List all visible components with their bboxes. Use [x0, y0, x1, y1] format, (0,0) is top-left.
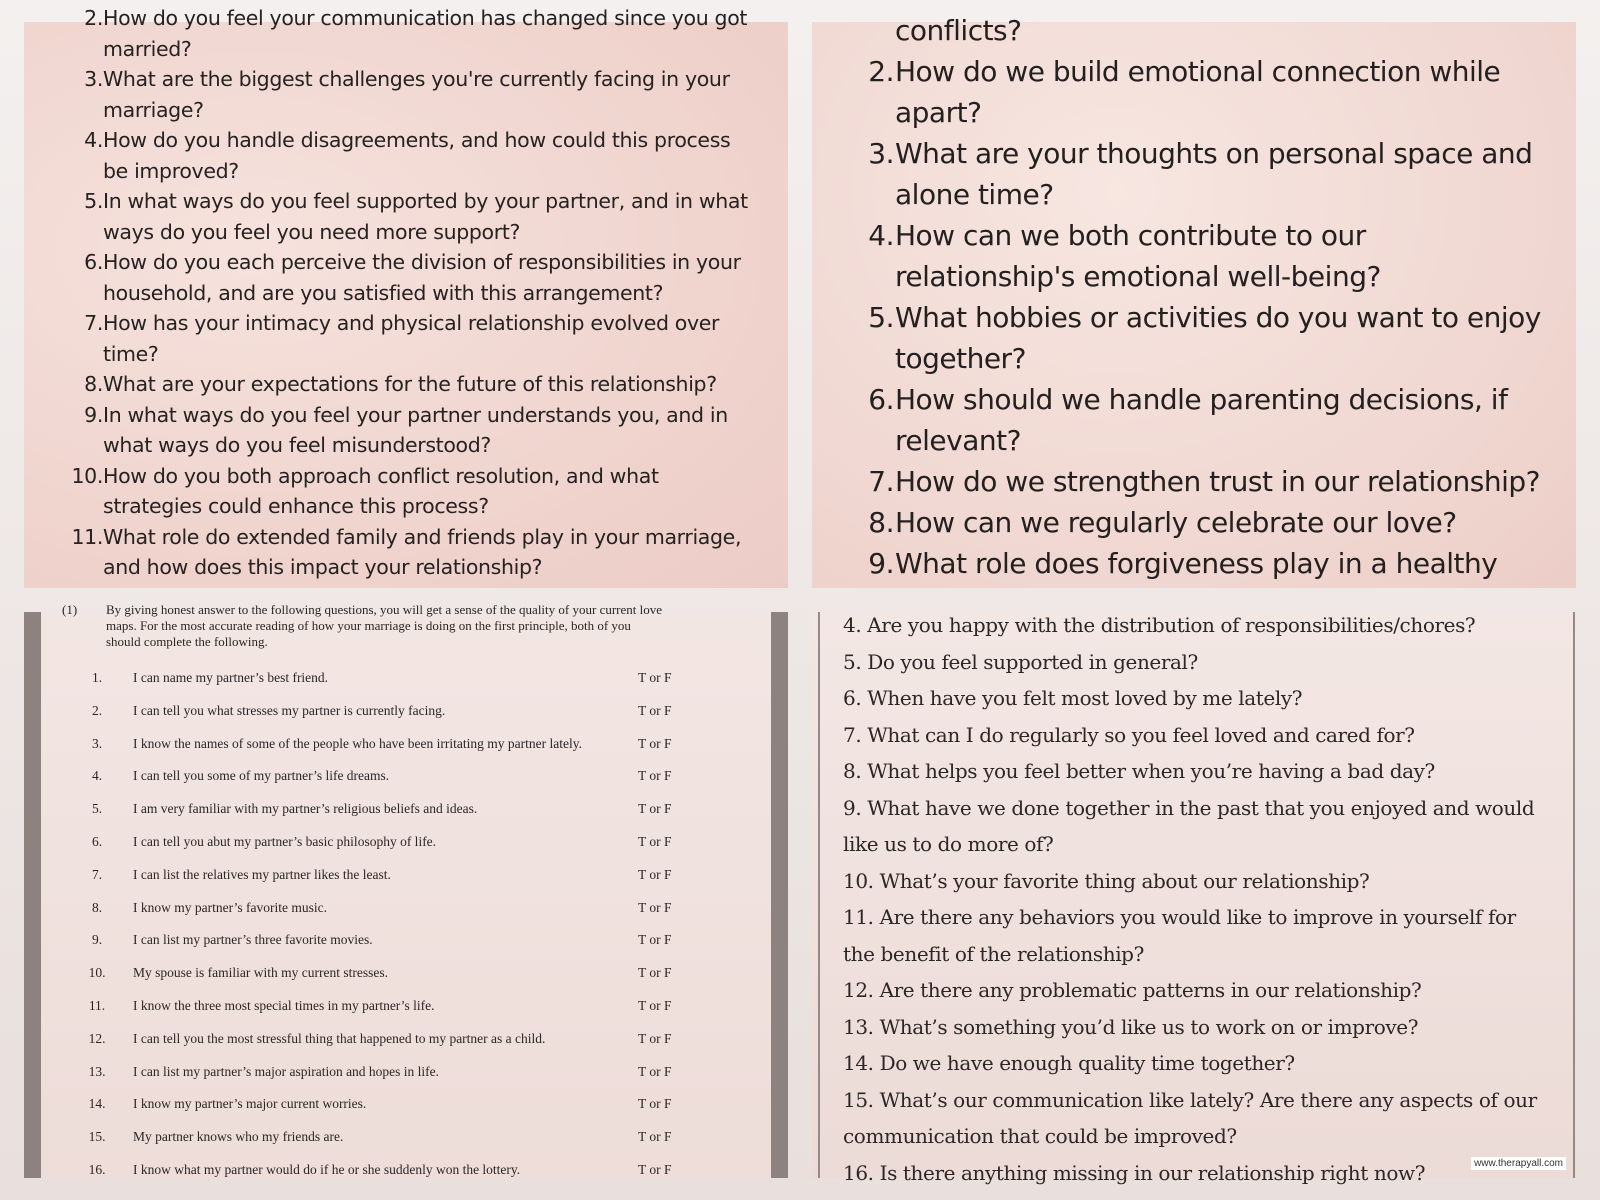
row-statement: I can list the relatives my partner likes the least.	[133, 866, 391, 882]
row-statement: I can list my partner’s major aspiration and hopes in life.	[133, 1063, 440, 1079]
row-statement: I know the names of some of the people who have been irritating my partner lately.	[133, 735, 582, 751]
questionnaire-row	[41, 668, 771, 688]
item-number: 5.	[868, 301, 894, 334]
item-text: How do we strengthen trust in our relationship?	[895, 465, 1540, 498]
item-text: How has your intimacy and physical relationship evolved over time?	[103, 311, 720, 366]
list-item	[24, 369, 784, 400]
question-item: 5. Do you feel supported in general?	[843, 649, 1198, 674]
questionnaire-row	[41, 799, 771, 819]
true-false-label: T or F	[638, 932, 672, 948]
row-statement: I know my partner’s major current worries.	[133, 1096, 367, 1112]
row-number: 9.	[91, 932, 103, 948]
item-number: 4.	[868, 219, 894, 252]
item-number: 9.	[868, 547, 894, 580]
question-item: 10. What’s your favorite thing about our relationship?	[843, 868, 1370, 893]
item-number: 8.	[868, 506, 894, 539]
list-item	[812, 215, 1572, 297]
item-text: What are the biggest challenges you're currently facing in your marriage?	[103, 67, 730, 122]
item-number: 4.	[84, 128, 103, 152]
item-number: 3.	[84, 67, 103, 91]
list-item	[24, 186, 784, 247]
item-text: How do we build emotional connection while apart?	[895, 55, 1501, 129]
list-item	[24, 125, 784, 186]
questionnaire-row	[41, 1029, 771, 1049]
item-number: 2.	[84, 6, 103, 30]
row-statement: I can list my partner’s three favorite movies.	[133, 932, 373, 948]
row-number: 16.	[88, 1162, 106, 1177]
questionnaire-row	[41, 1127, 771, 1147]
list-item	[812, 461, 1572, 502]
panel-love-maps-questionnaire	[24, 602, 788, 1178]
row-statement: I know what my partner would do if he or she suddenly won the lottery.	[133, 1162, 521, 1177]
row-number: 14.	[88, 1096, 106, 1112]
questionnaire-row	[41, 996, 771, 1016]
row-number: 6.	[91, 834, 103, 849]
intro-number: (1)	[62, 602, 78, 617]
list-item	[812, 543, 1572, 584]
item-text: What hobbies or activities do you want to enjoy together?	[895, 301, 1541, 375]
check-in-question-list	[843, 607, 1543, 1191]
row-statement: I can tell you what stresses my partner is currently facing.	[133, 702, 446, 718]
question-item: 7. What can I do regularly so you feel loved and cared for?	[843, 722, 1415, 747]
true-false-label: T or F	[638, 1096, 672, 1112]
row-statement: I know my partner’s favorite music.	[133, 899, 327, 915]
item-number: 7.	[868, 465, 894, 498]
item-number: 9.	[84, 402, 103, 427]
item-text: In what ways do you feel supported by your partner, and in what ways do you feel you need more support?	[103, 189, 748, 244]
list-item	[24, 461, 784, 522]
question-item: 15. What’s our communication like lately? Are there any aspects of our communication that could be improved?	[843, 1087, 1537, 1148]
row-statement: My partner knows who my friends are.	[133, 1129, 344, 1145]
item-text: How do you feel your communication has changed since you got married?	[103, 6, 748, 61]
true-false-label: T or F	[638, 702, 672, 718]
source-credit: www.therapyall.com	[1471, 1157, 1566, 1170]
item-text: In what ways do you feel your partner understands you, and in what ways do you feel misunderstood?	[103, 402, 728, 457]
item-text: What are your expectations for the future of this relationship?	[103, 372, 717, 396]
row-statement: My spouse is familiar with my current stresses.	[133, 965, 388, 981]
questionnaire-sheet	[41, 602, 771, 1178]
item-text: How can we both contribute to our relationship's emotional well-being?	[895, 219, 1381, 293]
row-number: 12.	[88, 1030, 106, 1046]
row-statement: I am very familiar with my partner’s religious beliefs and ideas.	[133, 801, 478, 817]
question-list	[24, 3, 784, 583]
row-statement: I can name my partner’s best friend.	[133, 670, 329, 685]
list-item	[24, 64, 784, 125]
row-number: 11.	[88, 998, 106, 1013]
item-number: 8.	[84, 372, 103, 396]
item-text: conflicts?	[895, 14, 1022, 47]
question-item: 4. Are you happy with the distribution of responsibilities/chores?	[843, 613, 1476, 637]
true-false-label: T or F	[638, 801, 672, 817]
questionnaire-row	[41, 963, 771, 983]
item-text: How do you handle disagreements, and how could this process be improved?	[103, 128, 731, 183]
true-false-label: T or F	[638, 834, 672, 849]
item-text: How do you each perceive the division of responsibilities in your household, and are you satisfied with this arrangement?	[103, 250, 741, 305]
questionnaire-row	[41, 766, 771, 786]
questionnaire-row	[41, 1094, 771, 1114]
row-statement: I can tell you some of my partner’s life dreams.	[133, 768, 390, 784]
question-list	[812, 10, 1572, 584]
page-edge-right	[771, 612, 788, 1178]
item-text: What role do extended family and friends play in your marriage, and how does this impact your relationship?	[103, 524, 742, 579]
true-false-label: T or F	[638, 998, 672, 1013]
question-item: 13. What’s something you’d like us to work on or improve?	[843, 1014, 1419, 1039]
questionnaire-row	[41, 898, 771, 918]
question-item: 8. What helps you feel better when you’re having a bad day?	[843, 759, 1435, 783]
row-number: 7.	[91, 866, 103, 882]
list-item	[812, 502, 1572, 543]
questionnaire-row	[41, 930, 771, 950]
question-item: 6. When have you felt most loved by me lately?	[843, 686, 1303, 710]
row-number: 1.	[91, 670, 103, 685]
question-item: 16. Is there anything missing in our relationship right now?	[843, 1160, 1426, 1185]
true-false-label: T or F	[638, 768, 672, 784]
true-false-label: T or F	[638, 1129, 672, 1145]
row-number: 15.	[88, 1129, 106, 1145]
page-edge-left	[24, 612, 41, 1178]
questionnaire-row	[41, 701, 771, 721]
list-item	[24, 522, 784, 583]
item-text: How should we handle parenting decisions, if relevant?	[895, 383, 1508, 457]
questionnaire-row	[41, 832, 771, 852]
item-number: 7.	[84, 311, 103, 335]
item-text: How can we regularly celebrate our love?	[895, 506, 1457, 539]
row-statement: I know the three most special times in my partner’s life.	[133, 998, 435, 1013]
item-number: 6.	[84, 250, 103, 274]
true-false-label: T or F	[638, 1030, 672, 1046]
row-statement: I can tell you the most stressful thing that happened to my partner as a child.	[133, 1030, 546, 1046]
questionnaire-row	[41, 1062, 771, 1082]
item-number: 10.	[71, 463, 103, 488]
question-item: 12. Are there any problematic patterns in our relationship?	[843, 978, 1422, 1002]
true-false-label: T or F	[638, 899, 672, 915]
border-left	[818, 612, 820, 1178]
list-item	[812, 51, 1572, 133]
row-number: 3.	[91, 735, 103, 751]
row-statement: I can tell you abut my partner’s basic philosophy of life.	[133, 834, 437, 849]
list-item	[24, 400, 784, 461]
list-item	[24, 3, 784, 64]
panel-check-in-questions	[812, 612, 1576, 1185]
question-item: 14. Do we have enough quality time together?	[843, 1051, 1295, 1075]
questionnaire-row	[41, 1160, 771, 1180]
true-false-label: T or F	[638, 965, 672, 981]
row-number: 8.	[91, 899, 103, 915]
panel-marriage-questions	[24, 6, 788, 588]
true-false-label: T or F	[638, 670, 672, 685]
item-text: What role does forgiveness play in a healthy	[895, 547, 1498, 580]
row-number: 2.	[91, 702, 103, 718]
list-item	[24, 247, 784, 308]
row-number: 5.	[91, 801, 103, 817]
list-item	[812, 133, 1572, 215]
border-right	[1573, 612, 1575, 1178]
intro-text: By giving honest answer to the following questions, you will get a sense of the quality of your current love maps. For the most accurate reading of how your marriage is doing on the first principle, both of you should complete the following.	[106, 602, 663, 649]
item-text: How do you both approach conflict resolution, and what strategies could enhance this process?	[103, 463, 659, 518]
list-item	[812, 297, 1572, 379]
row-number: 4.	[91, 768, 103, 784]
row-number: 10.	[88, 965, 106, 981]
item-number: 5.	[84, 189, 103, 213]
question-item: 9. What have we done together in the past that you enjoyed and would like us to do more of?	[843, 795, 1535, 856]
true-false-label: T or F	[638, 866, 672, 882]
true-false-label: T or F	[638, 735, 672, 751]
question-item: 11. Are there any behaviors you would like to improve in yourself for the benefit of the relationship?	[843, 905, 1516, 966]
list-item-fragment	[812, 10, 1572, 51]
row-number: 13.	[88, 1063, 106, 1079]
questionnaire-row	[41, 734, 771, 754]
item-number: 11.	[71, 524, 103, 549]
panel-relationship-questions	[812, 14, 1576, 588]
questionnaire-row	[41, 865, 771, 885]
item-number: 6.	[868, 383, 894, 416]
item-text: What are your thoughts on personal space and alone time?	[895, 137, 1533, 211]
true-false-label: T or F	[638, 1162, 672, 1177]
true-false-label: T or F	[638, 1063, 672, 1079]
list-item	[24, 308, 784, 369]
item-number: 3.	[868, 137, 894, 170]
item-number: 2.	[868, 55, 894, 88]
list-item	[812, 379, 1572, 461]
